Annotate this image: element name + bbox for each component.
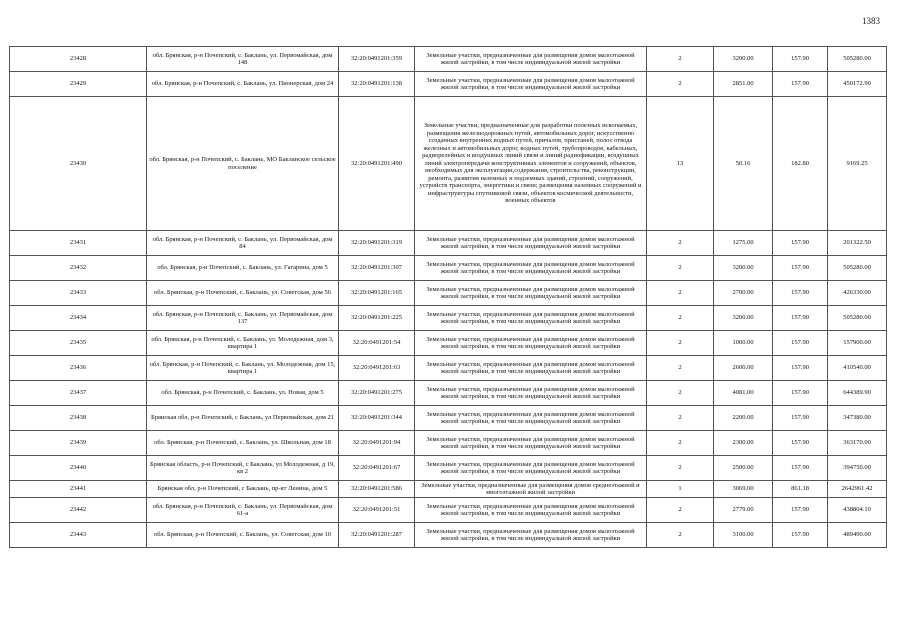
- land-use-cell: Земельные участки, предназначенные для размещения домов малоэтажной жилой застройки, в том числе индивидуальной жилой застройки: [415, 431, 647, 456]
- rate-cell: 157.90: [773, 431, 828, 456]
- cadastral-number-cell: 32:20:0491201:344: [339, 406, 415, 431]
- rate-cell: 182.80: [773, 97, 828, 231]
- record-id-cell: 23434: [10, 306, 147, 331]
- group-cell: 2: [647, 456, 714, 481]
- cadastral-value-cell: 505280.00: [828, 47, 887, 72]
- group-cell: 2: [647, 306, 714, 331]
- cadastral-value-cell: 394750.00: [828, 456, 887, 481]
- land-use-cell: Земельные участки, предназначенные для размещения домов малоэтажной жилой застройки, в том числе индивидуальной жилой застройки: [415, 406, 647, 431]
- record-id-cell: 23436: [10, 356, 147, 381]
- cadastral-number-cell: 32:20:0491201:490: [339, 97, 415, 231]
- address-cell: обл. Брянская, р-н Почепский, с. Баклань, ул. Первомайская, дом 148: [147, 47, 339, 72]
- group-cell: 2: [647, 47, 714, 72]
- rate-cell: 157.90: [773, 498, 828, 523]
- cadastral-value-cell: 2642961.42: [828, 481, 887, 498]
- land-use-cell: Земельные участки, предназначенные для размещения домов малоэтажной жилой застройки, в том числе индивидуальной жилой застройки: [415, 256, 647, 281]
- cadastral-number-cell: 32:20:0491201:94: [339, 431, 415, 456]
- address-cell: Брянская область, р-н Почепский, с Баклань, ул Молодежная, д 19, кв 2: [147, 456, 339, 481]
- address-cell: Брянская обл, р-н Почепский, с Баклань, пр-кт Ленина, дом 5: [147, 481, 339, 498]
- address-cell: обл. Брянская, р-н Почепский, с. Баклань, ул. Молодежная, дом 3, квартира 1: [147, 331, 339, 356]
- table-row: [10, 481, 887, 498]
- table-row: [10, 97, 887, 231]
- record-id-cell: 23428: [10, 47, 147, 72]
- area-cell: 2500.00: [714, 456, 773, 481]
- rate-cell: 157.90: [773, 331, 828, 356]
- record-id-cell: 23442: [10, 498, 147, 523]
- rate-cell: 157.90: [773, 47, 828, 72]
- rate-cell: 157.90: [773, 281, 828, 306]
- land-use-cell: Земельные участки, предназначенные для размещения домов малоэтажной жилой застройки, в том числе индивидуальной жилой застройки: [415, 47, 647, 72]
- cadastral-number-cell: 32:20:0491201:67: [339, 456, 415, 481]
- cadastral-number-cell: 32:20:0491201:165: [339, 281, 415, 306]
- table-row: [10, 47, 887, 72]
- cadastral-value-cell: 644389.90: [828, 381, 887, 406]
- cadastral-value-table: [9, 46, 887, 548]
- address-cell: обл. Брянская, р-н Почепский, с. Баклань, ул. Новая, дом 5: [147, 381, 339, 406]
- cadastral-value-cell: 505280.00: [828, 256, 887, 281]
- land-use-cell: Земельные участки, предназначенные для размещения домов среднеэтажной и многоэтажной жилой застройки: [415, 481, 647, 498]
- cadastral-value-cell: 157900.00: [828, 331, 887, 356]
- cadastral-number-cell: 32:20:0491201:138: [339, 72, 415, 97]
- record-id-cell: 23433: [10, 281, 147, 306]
- cadastral-value-cell: 450172.90: [828, 72, 887, 97]
- land-use-cell: Земельные участки, предназначенные для размещения домов малоэтажной жилой застройки, в том числе индивидуальной жилой застройки: [415, 231, 647, 256]
- cadastral-number-cell: 32:20:0491201:586: [339, 481, 415, 498]
- area-cell: 3069.00: [714, 481, 773, 498]
- cadastral-number-cell: 32:20:0491201:63: [339, 356, 415, 381]
- address-cell: обл. Брянская, р-н Почепский, с. Баклань, ул. Советская, дом 10: [147, 523, 339, 548]
- record-id-cell: 23440: [10, 456, 147, 481]
- cadastral-number-cell: 32:20:0491201:275: [339, 381, 415, 406]
- table-row: [10, 331, 887, 356]
- cadastral-number-cell: 32:20:0491201:359: [339, 47, 415, 72]
- address-cell: Брянская обл, р-н Почепский, с Баклань, ул Первомайская, дом 21: [147, 406, 339, 431]
- area-cell: 2300.00: [714, 431, 773, 456]
- group-cell: 1: [647, 481, 714, 498]
- group-cell: 2: [647, 281, 714, 306]
- area-cell: 2851.00: [714, 72, 773, 97]
- area-cell: 3200.00: [714, 47, 773, 72]
- land-use-cell: Земельные участки, предназначенные для размещения домов малоэтажной жилой застройки, в том числе индивидуальной жилой застройки: [415, 72, 647, 97]
- table-row: [10, 231, 887, 256]
- cadastral-value-cell: 410540.00: [828, 356, 887, 381]
- table-row: [10, 356, 887, 381]
- rate-cell: 157.90: [773, 381, 828, 406]
- land-use-cell: Земельные участки, предназначенные для размещения домов малоэтажной жилой застройки, в том числе индивидуальной жилой застройки: [415, 331, 647, 356]
- group-cell: 2: [647, 431, 714, 456]
- area-cell: 2200.00: [714, 406, 773, 431]
- group-cell: 2: [647, 498, 714, 523]
- group-cell: 2: [647, 72, 714, 97]
- table-row: [10, 456, 887, 481]
- rate-cell: 861.18: [773, 481, 828, 498]
- record-id-cell: 23438: [10, 406, 147, 431]
- area-cell: 1275.00: [714, 231, 773, 256]
- cadastral-value-cell: 363170.00: [828, 431, 887, 456]
- land-use-cell: Земельные участки, предназначенные для размещения домов малоэтажной жилой застройки, в том числе индивидуальной жилой застройки: [415, 306, 647, 331]
- table-row: [10, 381, 887, 406]
- cadastral-value-cell: 347380.00: [828, 406, 887, 431]
- address-cell: обл. Брянская, р-н Почепский, с. Баклань, ул. Школьная, дом 18: [147, 431, 339, 456]
- area-cell: 50.16: [714, 97, 773, 231]
- table-row: [10, 281, 887, 306]
- group-cell: 2: [647, 331, 714, 356]
- area-cell: 2779.00: [714, 498, 773, 523]
- group-cell: 2: [647, 523, 714, 548]
- address-cell: обл. Брянская, р-н Почепский, с. Баклань, ул. Первомайская, дом 84: [147, 231, 339, 256]
- rate-cell: 157.90: [773, 356, 828, 381]
- cadastral-value-cell: 505280.00: [828, 306, 887, 331]
- area-cell: 1000.00: [714, 331, 773, 356]
- area-cell: 3200.00: [714, 256, 773, 281]
- rate-cell: 157.90: [773, 523, 828, 548]
- rate-cell: 157.90: [773, 406, 828, 431]
- table-row: [10, 498, 887, 523]
- table-row: [10, 431, 887, 456]
- cadastral-number-cell: 32:20:0491201:225: [339, 306, 415, 331]
- rate-cell: 157.90: [773, 456, 828, 481]
- record-id-cell: 23443: [10, 523, 147, 548]
- address-cell: обл. Брянская, р-н Почепский, с. Баклань, ул. Советская, дом 56: [147, 281, 339, 306]
- record-id-cell: 23435: [10, 331, 147, 356]
- record-id-cell: 23432: [10, 256, 147, 281]
- land-use-cell: Земельные участки, предназначенные для размещения домов малоэтажной жилой застройки, в том числе индивидуальной жилой застройки: [415, 381, 647, 406]
- cadastral-value-cell: 201322.50: [828, 231, 887, 256]
- address-cell: обл. Брянская, р-н Почепский, с. Баклань, ул. Гагарина, дом 5: [147, 256, 339, 281]
- area-cell: 4081.00: [714, 381, 773, 406]
- table-row: [10, 306, 887, 331]
- cadastral-value-cell: 9169.25: [828, 97, 887, 231]
- group-cell: 2: [647, 356, 714, 381]
- land-use-cell: Земельные участки, предназначенные для разработки полезных ископаемых, размещения железнодорожных путей, автомобильных дорог, искусственно созданных внутренних водных путей, причалов, пристаней, полос отвода железных и автомобильных дорог, водных путей, трубопроводов, кабельных, радиорелейных и воздушных линий связи и линий радиофикации, воздушных линий электропередачи конструктивных элементов и сооружений, объектов, необходимых для эксплуатации,содержания, строительства, реконструкции, ремонта, развития наземных и подземных зданий, строений, сооружений, устройств транспорта, энергетики и связи; размещения наземных сооружений и инфраструктуры спутниковой связи, объектов космической деятельности, военных объектов: [415, 97, 647, 231]
- land-use-cell: Земельные участки, предназначенные для размещения домов малоэтажной жилой застройки, в том числе индивидуальной жилой застройки: [415, 281, 647, 306]
- area-cell: 2700.00: [714, 281, 773, 306]
- address-cell: обл. Брянская, р-н Почепский, с. Баклань, ул. Первомайская, дом 137: [147, 306, 339, 331]
- group-cell: 13: [647, 97, 714, 231]
- page-number: 1383: [862, 16, 880, 26]
- address-cell: обл. Брянская, р-н Почепский, с. Баклань, ул. Пионерская, дом 24: [147, 72, 339, 97]
- cadastral-number-cell: 32:20:0491201:287: [339, 523, 415, 548]
- record-id-cell: 23441: [10, 481, 147, 498]
- rate-cell: 157.90: [773, 306, 828, 331]
- group-cell: 2: [647, 406, 714, 431]
- record-id-cell: 23437: [10, 381, 147, 406]
- address-cell: обл. Брянская, р-н Почепский, с. Баклань, МО Бакланское сельское поселение: [147, 97, 339, 231]
- table-row: [10, 406, 887, 431]
- record-id-cell: 23430: [10, 97, 147, 231]
- land-use-cell: Земельные участки, предназначенные для размещения домов малоэтажной жилой застройки, в том числе индивидуальной жилой застройки: [415, 523, 647, 548]
- group-cell: 2: [647, 256, 714, 281]
- group-cell: 2: [647, 231, 714, 256]
- record-id-cell: 23429: [10, 72, 147, 97]
- table-row: [10, 72, 887, 97]
- area-cell: 3100.00: [714, 523, 773, 548]
- cadastral-number-cell: 32:20:0491201:307: [339, 256, 415, 281]
- address-cell: обл. Брянская, р-н Почепский, с. Баклань, ул. Первомайская, дом 61-а: [147, 498, 339, 523]
- cadastral-value-cell: 489490.00: [828, 523, 887, 548]
- area-cell: 3200.00: [714, 306, 773, 331]
- table-row: [10, 523, 887, 548]
- cadastral-number-cell: 32:20:0491201:51: [339, 498, 415, 523]
- land-use-cell: Земельные участки, предназначенные для размещения домов малоэтажной жилой застройки, в том числе индивидуальной жилой застройки: [415, 456, 647, 481]
- cadastral-value-cell: 438804.10: [828, 498, 887, 523]
- cadastral-value-cell: 426330.00: [828, 281, 887, 306]
- address-cell: обл. Брянская, р-н Почепский, с. Баклань, ул. Молодежная, дом 15, квартира 1: [147, 356, 339, 381]
- cadastral-number-cell: 32:20:0491201:54: [339, 331, 415, 356]
- land-use-cell: Земельные участки, предназначенные для размещения домов малоэтажной жилой застройки, в том числе индивидуальной жилой застройки: [415, 356, 647, 381]
- area-cell: 2600.00: [714, 356, 773, 381]
- group-cell: 2: [647, 381, 714, 406]
- rate-cell: 157.90: [773, 72, 828, 97]
- table-row: [10, 256, 887, 281]
- land-use-cell: Земельные участки, предназначенные для размещения домов малоэтажной жилой застройки, в том числе индивидуальной жилой застройки: [415, 498, 647, 523]
- rate-cell: 157.90: [773, 256, 828, 281]
- record-id-cell: 23431: [10, 231, 147, 256]
- rate-cell: 157.90: [773, 231, 828, 256]
- record-id-cell: 23439: [10, 431, 147, 456]
- cadastral-number-cell: 32:20:0491201:319: [339, 231, 415, 256]
